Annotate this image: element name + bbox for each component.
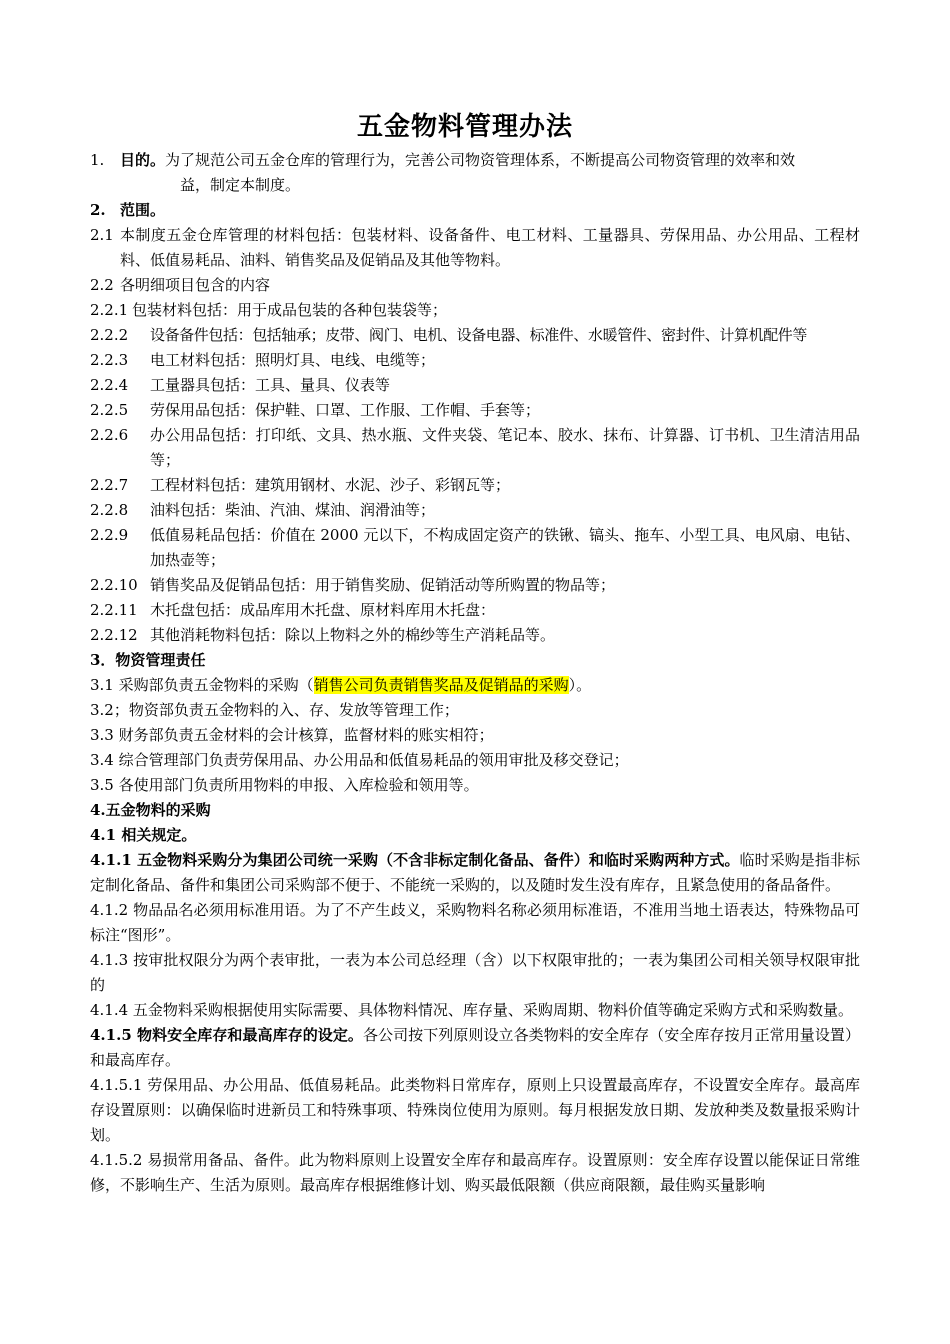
section-3-heading: 3．物资管理责任 bbox=[90, 651, 206, 669]
list-item bbox=[90, 573, 860, 598]
item-number: 2.2.9 bbox=[90, 526, 129, 544]
section-number: 2.1 bbox=[90, 226, 114, 244]
list-item bbox=[90, 523, 860, 573]
section-4-1-2: 4.1.2 物品品名必须用标准用语。为了不产生歧义，采购物料名称必须用标准语，不准用当地土语表达，特殊物品可标注“图形”。 bbox=[90, 901, 860, 944]
highlighted-text: 销售公司负责销售奖品及促销品的采购 bbox=[313, 676, 569, 694]
section-1-continuation: 益，制定本制度。 bbox=[180, 176, 301, 194]
document-body bbox=[90, 148, 860, 1198]
list-item bbox=[90, 323, 860, 348]
section-3-4: 3.4 综合管理部门负责劳保用品、办公用品和低值易耗品的领用审批及移交登记； bbox=[90, 751, 629, 769]
section-3-2: 3.2；物资部负责五金物料的入、存、发放等管理工作； bbox=[90, 701, 459, 719]
item-text: 电工材料包括：照明灯具、电线、电缆等； bbox=[150, 351, 436, 369]
section-number: 2. bbox=[90, 201, 106, 219]
item-number: 2.2.6 bbox=[90, 426, 129, 444]
document-title: 五金物料管理办法 bbox=[356, 112, 573, 142]
item-text: 劳保用品包括：保护鞋、口罩、工作服、工作帽、手套等； bbox=[150, 401, 541, 419]
section-3-1: 3.1 采购部负责五金物料的采购（销售公司负责销售奖品及促销品的采购）。 bbox=[90, 676, 592, 694]
list-item bbox=[90, 348, 860, 373]
list-item bbox=[90, 598, 860, 623]
list-item bbox=[90, 623, 860, 648]
item-number: 2.2.8 bbox=[90, 501, 129, 519]
item-number: 2.2.2 bbox=[90, 326, 129, 344]
item-text: 办公用品包括：打印纸、文具、热水瓶、文件夹袋、笔记本、胶水、抹布、计算器、订书机、卫生清洁用品等； bbox=[150, 426, 860, 469]
section-text: 为了规范公司五金仓库的管理行为，完善公司物资管理体系，不断提高公司物资管理的效率和效 bbox=[165, 151, 796, 169]
list-item bbox=[90, 373, 860, 398]
section-2-1 bbox=[90, 223, 860, 273]
section-4-1-5: 4.1.5 物料安全库存和最高库存的设定。各公司按下列原则设立各类物料的安全库存（安全库存按月正常用量设置）和最高库存。 bbox=[90, 1026, 860, 1069]
section-label: 范围。 bbox=[120, 201, 166, 219]
item-number: 2.2.1 bbox=[90, 301, 129, 319]
item-number: 2.2.3 bbox=[90, 351, 129, 369]
item-number: 2.2.7 bbox=[90, 476, 129, 494]
section-text: 各明细项目包含的内容 bbox=[120, 276, 271, 294]
item-text: 设备备件包括：包括轴承；皮带、阀门、电机、设备电器、标准件、水暖管件、密封件、计算机配件等 bbox=[150, 326, 808, 344]
section-1-purpose bbox=[90, 148, 860, 173]
item-number: 2.2.10 bbox=[90, 576, 138, 594]
list-item bbox=[90, 398, 860, 423]
section-4-1-1: 4.1.1 五金物料采购分为集团公司统一采购（不含非标定制化备品、备件）和临时采购两种方式。临时采购是指非标定制化备品、备件和集团公司采购部不便于、不能统一采购的，以及随时发生没有库存，且紧急使用的备品备件。 bbox=[90, 851, 860, 894]
item-number: 2.2.12 bbox=[90, 626, 138, 644]
section-2-2 bbox=[90, 273, 860, 298]
item-text: 其他消耗物料包括：除以上物料之外的棉纱等生产消耗品等。 bbox=[150, 626, 556, 644]
section-4-1-4: 4.1.4 五金物料采购根据使用实际需要、具体物料情况、库存量、采购周期、物料价值等确定采购方式和采购数量。 bbox=[90, 1001, 853, 1019]
item-text: 油料包括：柴油、汽油、煤油、润滑油等； bbox=[150, 501, 436, 519]
item-text: 低值易耗品包括：价值在 2000 元以下，不构成固定资产的铁锹、镐头、拖车、小型工具、电风扇、电钻、加热壶等； bbox=[150, 526, 860, 569]
section-2-scope bbox=[90, 198, 860, 223]
item-text: 包装材料包括：用于成品包装的各种包装袋等； bbox=[132, 301, 448, 319]
section-label: 目的。 bbox=[120, 151, 166, 169]
item-number: 2.2.5 bbox=[90, 401, 129, 419]
section-4-heading: 4.五金物料的采购 bbox=[90, 801, 211, 819]
list-item bbox=[90, 423, 860, 473]
section-3-5: 3.5 各使用部门负责所用物料的申报、入库检验和领用等。 bbox=[90, 776, 479, 794]
list-item bbox=[90, 498, 860, 523]
section-4-1-5-2: 4.1.5.2 易损常用备品、备件。此为物料原则上设置安全库存和最高库存。设置原则：安全库存设置以能保证日常维修，不影响生产、生活为原则。最高库存根据维修计划、购买最低限额（供应商限额，最佳购买量影响 bbox=[90, 1151, 860, 1194]
item-number: 2.2.4 bbox=[90, 376, 129, 394]
item-text: 木托盘包括：成品库用木托盘、原材料库用木托盘： bbox=[150, 601, 496, 619]
section-number: 2.2 bbox=[90, 276, 114, 294]
section-3-3: 3.3 财务部负责五金材料的会计核算，监督材料的账实相符； bbox=[90, 726, 494, 744]
item-text: 工程材料包括：建筑用钢材、水泥、沙子、彩钢瓦等； bbox=[150, 476, 511, 494]
section-4-1-heading: 4.1 相关规定。 bbox=[90, 826, 197, 844]
item-number: 2.2.11 bbox=[90, 601, 138, 619]
list-item bbox=[90, 298, 860, 323]
section-number: 1. bbox=[90, 151, 105, 169]
section-4-1-3: 4.1.3 按审批权限分为两个表审批，一表为本公司总经理（含）以下权限审批的；一表为集团公司相关领导权限审批的 bbox=[90, 951, 860, 994]
item-text: 工量器具包括：工具、量具、仪表等 bbox=[150, 376, 391, 394]
item-text: 销售奖品及促销品包括：用于销售奖励、促销活动等所购置的物品等； bbox=[150, 576, 616, 594]
section-text: 本制度五金仓库管理的材料包括：包装材料、设备备件、电工材料、工量器具、劳保用品、办公用品、工程材料、低值易耗品、油料、销售奖品及促销品及其他等物料。 bbox=[120, 226, 860, 269]
list-item bbox=[90, 473, 860, 498]
section-4-1-5-1: 4.1.5.1 劳保用品、办公用品、低值易耗品。此类物料日常库存，原则上只设置最高库存，不设置安全库存。最高库存设置原则：以确保临时进新员工和特殊事项、特殊岗位使用为原则。每月根据发放日期、发放种类及数量报采购计划。 bbox=[90, 1076, 860, 1144]
